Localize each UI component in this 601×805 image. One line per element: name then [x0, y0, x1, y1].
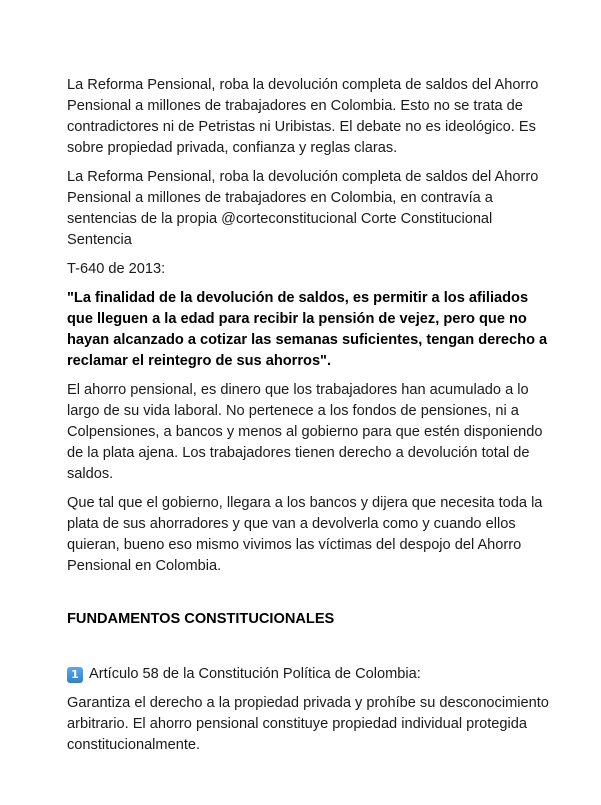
paragraph-4: El ahorro pensional, es dinero que los trabajadores han acumulado a lo largo de su vida laboral. No pertenece a los fondos de pensiones, ni a Colpensiones, a bancos y menos al gobierno para que estén disponiendo de la plata ajena. Los trabajadores tienen derecho a devolución total de saldos. [67, 382, 543, 482]
item-1-text: Garantiza el derecho a la propiedad privada y prohíbe su desconocimiento arbitrario. El ahorro pensional constituye propiedad individual protegida constitucionalmente. [67, 695, 549, 753]
item-1-title-line [67, 664, 557, 685]
paragraph-5: Que tal que el gobierno, llegara a los bancos y dijera que necesita toda la plata de sus ahorradores y que van a devolverla como y cuando ellos quieran, bueno eso mismo vivimos las víctimas del despojo del Ahorro Pensional en Colombia. [67, 495, 543, 574]
quote-paragraph: "La finalidad de la devolución de saldos, es permitir a los afiliados que lleguen a la edad para recibir la pensión de vejez, pero que no hayan alcanzado a cotizar las semanas suficientes, tengan derecho a reclamar el reintegro de sus ahorros". [67, 290, 548, 369]
section-heading: FUNDAMENTOS CONSTITUCIONALES [67, 611, 335, 627]
item-1-title: Artículo 58 de la Constitución Política de Colombia: [89, 666, 421, 682]
paragraph-1: La Reforma Pensional, roba la devolución completa de saldos del Ahorro Pensional a millones de trabajadores en Colombia. Esto no se trata de contradictores ni de Petristas ni Uribistas. El debate no es ideológico. Es sobre propiedad privada, confianza y reglas claras. [67, 77, 539, 156]
paragraph-2: La Reforma Pensional, roba la devolución completa de saldos del Ahorro Pensional a millones de trabajadores en Colombia, en contravía a sentencias de la propia @corteconstitucional Corte Constitucional Sentencia [67, 169, 539, 248]
keycap-number-one-icon: 1 [67, 667, 83, 683]
document-body [67, 75, 557, 764]
paragraph-3: T-640 de 2013: [67, 261, 166, 277]
